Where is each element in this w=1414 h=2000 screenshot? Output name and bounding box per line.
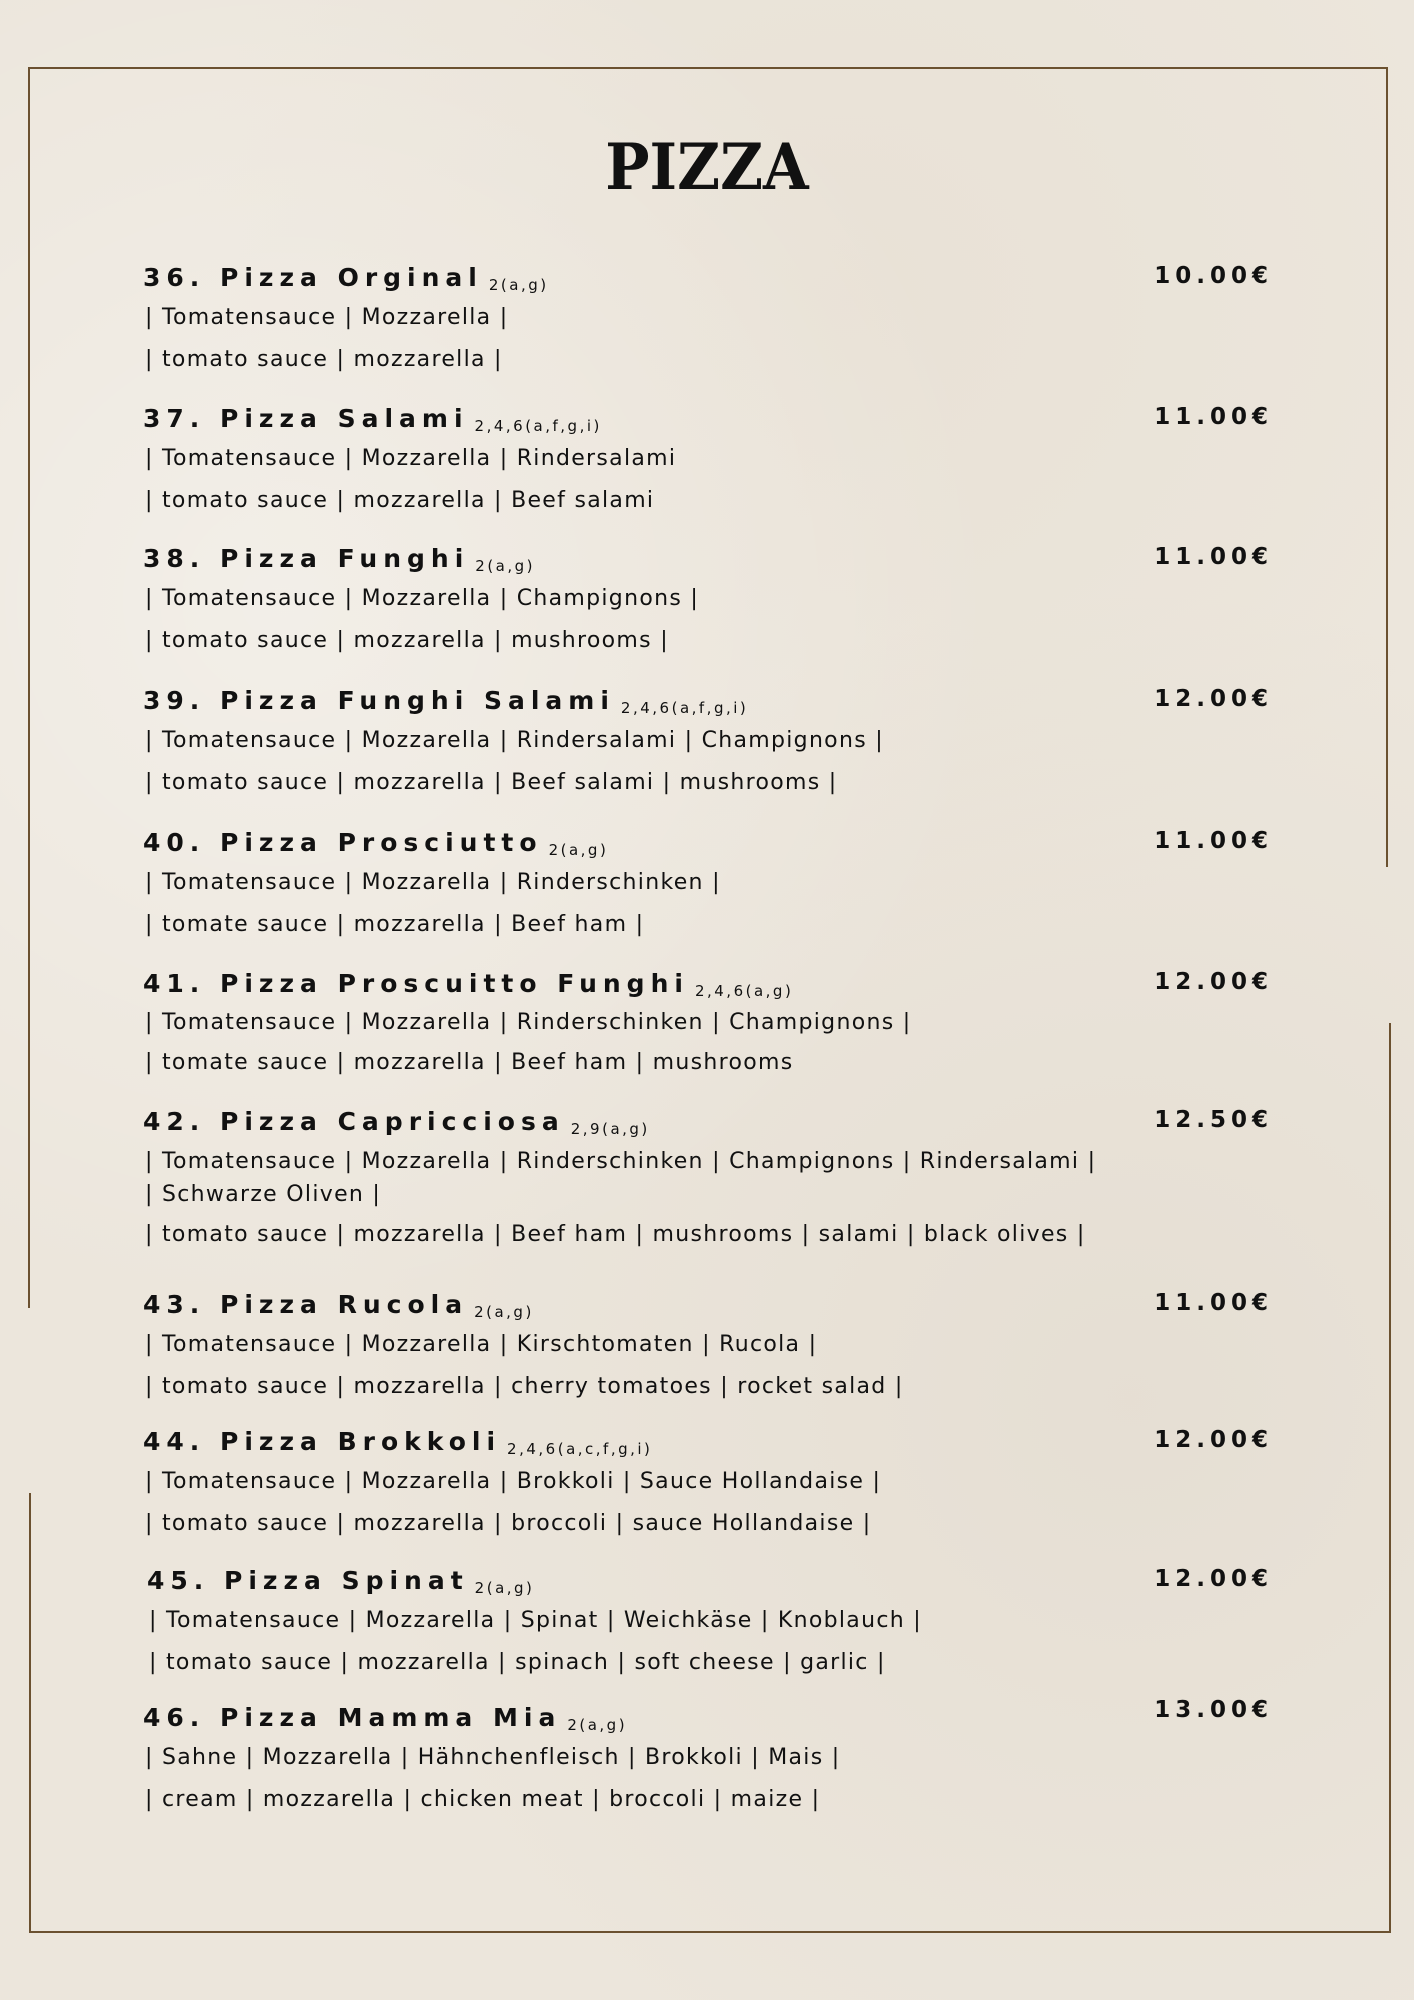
item-price: 12.00€ xyxy=(1154,1427,1273,1453)
item-number: 43. xyxy=(143,1290,206,1319)
item-title: Pizza Capricciosa xyxy=(220,1107,565,1136)
item-name xyxy=(143,828,608,859)
item-price: 12.00€ xyxy=(1154,969,1273,995)
menu-item xyxy=(147,1566,1277,1684)
item-number: 44. xyxy=(143,1427,206,1456)
item-price: 10.00€ xyxy=(1154,263,1273,289)
menu-item xyxy=(143,1697,1273,1821)
item-price: 12.00€ xyxy=(1154,686,1273,712)
item-name xyxy=(143,263,549,294)
ingredients-de: | Sahne | Mozzarella | Hähnchenfleisch | Brokkoli | Mais | xyxy=(145,1745,841,1770)
menu-item xyxy=(143,686,1273,804)
allergen-codes: 2(a,g) xyxy=(474,1303,534,1321)
item-price: 11.00€ xyxy=(1154,828,1273,854)
menu-item xyxy=(143,544,1273,662)
allergen-codes: 2,4,6(a,g) xyxy=(694,982,794,1000)
frame-border-top xyxy=(29,67,1387,69)
item-number: 40. xyxy=(143,828,206,857)
ingredients-de: | Tomatensauce | Mozzarella | Rinderschinken | xyxy=(145,870,721,895)
item-price: 11.00€ xyxy=(1154,544,1273,570)
ingredients-en: | tomato sauce | mozzarella | cherry tomatoes | rocket salad | xyxy=(145,1374,904,1399)
item-title: Pizza Mamma Mia xyxy=(220,1703,562,1732)
item-title: Pizza Rucola xyxy=(220,1290,469,1319)
item-number: 37. xyxy=(143,404,206,433)
item-name xyxy=(143,1107,650,1138)
menu-item xyxy=(143,263,1273,381)
item-name xyxy=(143,1290,534,1321)
item-number: 41. xyxy=(143,969,206,998)
item-name xyxy=(143,544,535,575)
menu-item xyxy=(143,1107,1273,1256)
ingredients-en: | tomato sauce | mozzarella | Beef ham | mushrooms | salami | black olives | xyxy=(145,1222,1086,1247)
ingredients-de: | Tomatensauce | Mozzarella | xyxy=(145,305,509,330)
menu-item xyxy=(143,404,1273,522)
item-title: Pizza Proscuitto Funghi xyxy=(220,969,689,998)
menu-item xyxy=(143,1427,1273,1545)
ingredients-de: | Tomatensauce | Mozzarella | Spinat | Weichkäse | Knoblauch | xyxy=(149,1608,922,1633)
item-title: Pizza Spinat xyxy=(224,1566,469,1595)
allergen-codes: 2(a,g) xyxy=(474,1579,535,1597)
allergen-codes: 2,4,6(a,c,f,g,i) xyxy=(507,1440,653,1458)
ingredients-en: | tomate sauce | mozzarella | Beef ham | xyxy=(145,912,645,937)
ingredients-de: | Tomatensauce | Mozzarella | Brokkoli | Sauce Hollandaise | xyxy=(145,1469,882,1494)
ingredients-en: | tomato sauce | mozzarella | broccoli | sauce Hollandaise | xyxy=(145,1511,872,1536)
ingredients-en: | tomate sauce | mozzarella | Beef ham | mushrooms xyxy=(145,1050,794,1075)
item-price: 12.50€ xyxy=(1154,1107,1273,1133)
ingredients-de: | Tomatensauce | Mozzarella | Kirschtomaten | Rucola | xyxy=(145,1332,818,1357)
item-number: 46. xyxy=(143,1703,206,1732)
allergen-codes: 2,9(a,g) xyxy=(570,1120,650,1138)
frame-border-right xyxy=(1389,1023,1391,1933)
ingredients-en: | tomato sauce | mozzarella | Beef salami xyxy=(145,488,655,513)
allergen-codes: 2,4,6(a,f,g,i) xyxy=(620,699,749,717)
item-number: 42. xyxy=(143,1107,206,1136)
ingredients-de-cont: | Schwarze Oliven | xyxy=(145,1182,382,1207)
allergen-codes: 2,4,6(a,f,g,i) xyxy=(474,417,602,435)
page-title: PIZZA xyxy=(605,130,809,205)
item-number: 38. xyxy=(143,544,206,573)
frame-border-bottom xyxy=(29,1931,1390,1933)
menu-item xyxy=(143,1290,1273,1408)
menu-item xyxy=(143,969,1273,1083)
item-name xyxy=(143,1427,652,1458)
item-name xyxy=(143,969,793,1000)
menu-item xyxy=(143,828,1273,946)
ingredients-de: | Tomatensauce | Mozzarella | Rinderschinken | Champignons | Rindersalami | xyxy=(145,1149,1097,1174)
allergen-codes: 2(a,g) xyxy=(488,276,549,294)
item-name xyxy=(143,1703,627,1734)
item-name xyxy=(147,1566,534,1597)
item-price: 13.00€ xyxy=(1154,1697,1273,1723)
item-title: Pizza Orginal xyxy=(220,263,483,292)
ingredients-en: | tomato sauce | mozzarella | mushrooms | xyxy=(145,628,669,653)
frame-border-right xyxy=(1386,67,1388,867)
ingredients-en: | tomato sauce | mozzarella | xyxy=(145,347,503,372)
item-price: 12.00€ xyxy=(1154,1566,1273,1592)
item-title: Pizza Brokkoli xyxy=(220,1427,502,1456)
item-title: Pizza Prosciutto xyxy=(220,828,543,857)
item-number: 45. xyxy=(147,1566,210,1595)
item-price: 11.00€ xyxy=(1154,404,1273,430)
item-title: Pizza Salami xyxy=(220,404,469,433)
item-price: 11.00€ xyxy=(1154,1290,1273,1316)
ingredients-de: | Tomatensauce | Mozzarella | Champignons | xyxy=(145,586,700,611)
item-name xyxy=(143,686,748,717)
ingredients-en: | tomato sauce | mozzarella | spinach | soft cheese | garlic | xyxy=(149,1650,886,1675)
item-title: Pizza Funghi Salami xyxy=(220,686,615,715)
ingredients-en: | cream | mozzarella | chicken meat | broccoli | maize | xyxy=(145,1787,821,1812)
allergen-codes: 2(a,g) xyxy=(548,841,609,859)
item-number: 39. xyxy=(143,686,206,715)
ingredients-de: | Tomatensauce | Mozzarella | Rindersalami xyxy=(145,446,677,471)
ingredients-de: | Tomatensauce | Mozzarella | Rinderschinken | Champignons | xyxy=(145,1010,912,1035)
frame-border-left xyxy=(29,1493,31,1933)
allergen-codes: 2(a,g) xyxy=(567,1716,628,1734)
item-title: Pizza Funghi xyxy=(220,544,470,573)
ingredients-de: | Tomatensauce | Mozzarella | Rindersalami | Champignons | xyxy=(145,728,884,753)
frame-border-left xyxy=(28,67,30,1308)
item-number: 36. xyxy=(143,263,206,292)
ingredients-en: | tomato sauce | mozzarella | Beef salami | mushrooms | xyxy=(145,770,838,795)
item-name xyxy=(143,404,602,435)
allergen-codes: 2(a,g) xyxy=(475,557,536,575)
